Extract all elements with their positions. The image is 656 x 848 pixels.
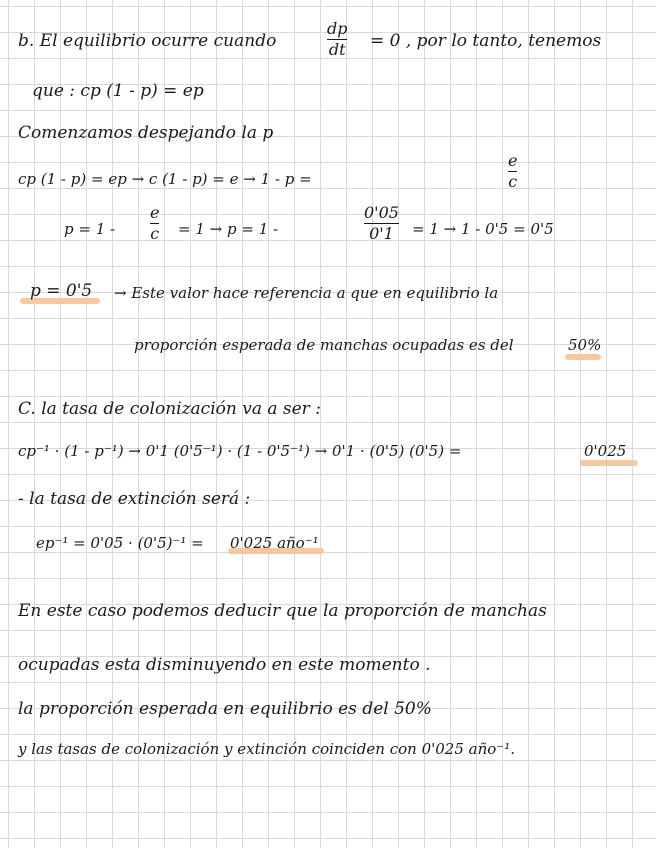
conclusion-line3: la proporción esperada en equilibrio es del 50% (18, 699, 432, 719)
c-line1: C. la tasa de colonización va a ser : (18, 399, 321, 419)
b-line1: b. El equilibrio ocurre cuando (18, 31, 277, 51)
b-line5-a: p = 1 - (64, 220, 116, 238)
c-line3: - la tasa de extinción será : (18, 489, 251, 509)
c-formula: cp⁻¹ · (1 - p⁻¹) → 0'1 (0'5⁻¹) · (1 - 0'5⁻¹) → 0'1 · (0'5) (0'5) = (18, 442, 462, 460)
conclusion-line2: ocupadas esta disminuyendo en este momento . (18, 655, 431, 675)
fraction-dp-dt (327, 20, 347, 59)
fraction-e-c-2 (150, 204, 159, 243)
b-result-text2: proporción esperada de manchas ocupadas es del (134, 336, 514, 354)
fraction-num: 0'05 (364, 203, 399, 222)
fraction-e1: e (508, 151, 518, 170)
fraction-den: 0'1 (369, 224, 394, 243)
b-line4: cp (1 - p) = ep → c (1 - p) = e → 1 - p = (18, 170, 312, 188)
fraction-dt: dt (328, 40, 346, 59)
conclusion-line4: y las tasas de colonización y extinción coinciden con 0'025 año⁻¹. (18, 740, 515, 758)
fraction-e2: e (150, 203, 160, 222)
b-line2: que : cp (1 - p) = ep (32, 81, 204, 101)
b-line1-end: = 0 , por lo tanto, tenemos (370, 31, 602, 51)
fraction-c1: c (508, 172, 518, 191)
fraction-e-c-1 (508, 152, 517, 191)
c-formula-result: 0'025 (584, 442, 627, 460)
c-line4-result: 0'025 año⁻¹ (230, 534, 319, 552)
c-line4: ep⁻¹ = 0'05 · (0'5)⁻¹ = (36, 534, 204, 552)
b-line3: Comenzamos despejando la p (18, 123, 274, 143)
b-result: p = 0'5 (30, 281, 93, 301)
fraction-005-01 (364, 204, 399, 243)
b-line5-b: = 1 → p = 1 - (178, 220, 279, 238)
fraction-dp: dp (327, 19, 348, 38)
conclusion-line1: En este caso podemos deducir que la proporción de manchas (18, 601, 547, 621)
fraction-c2: c (150, 224, 160, 243)
b-result-text: → Este valor hace referencia a que en equilibrio la (114, 284, 499, 302)
b-percent: 50% (568, 336, 602, 354)
b-line5-c: = 1 → 1 - 0'5 = 0'5 (412, 220, 554, 238)
